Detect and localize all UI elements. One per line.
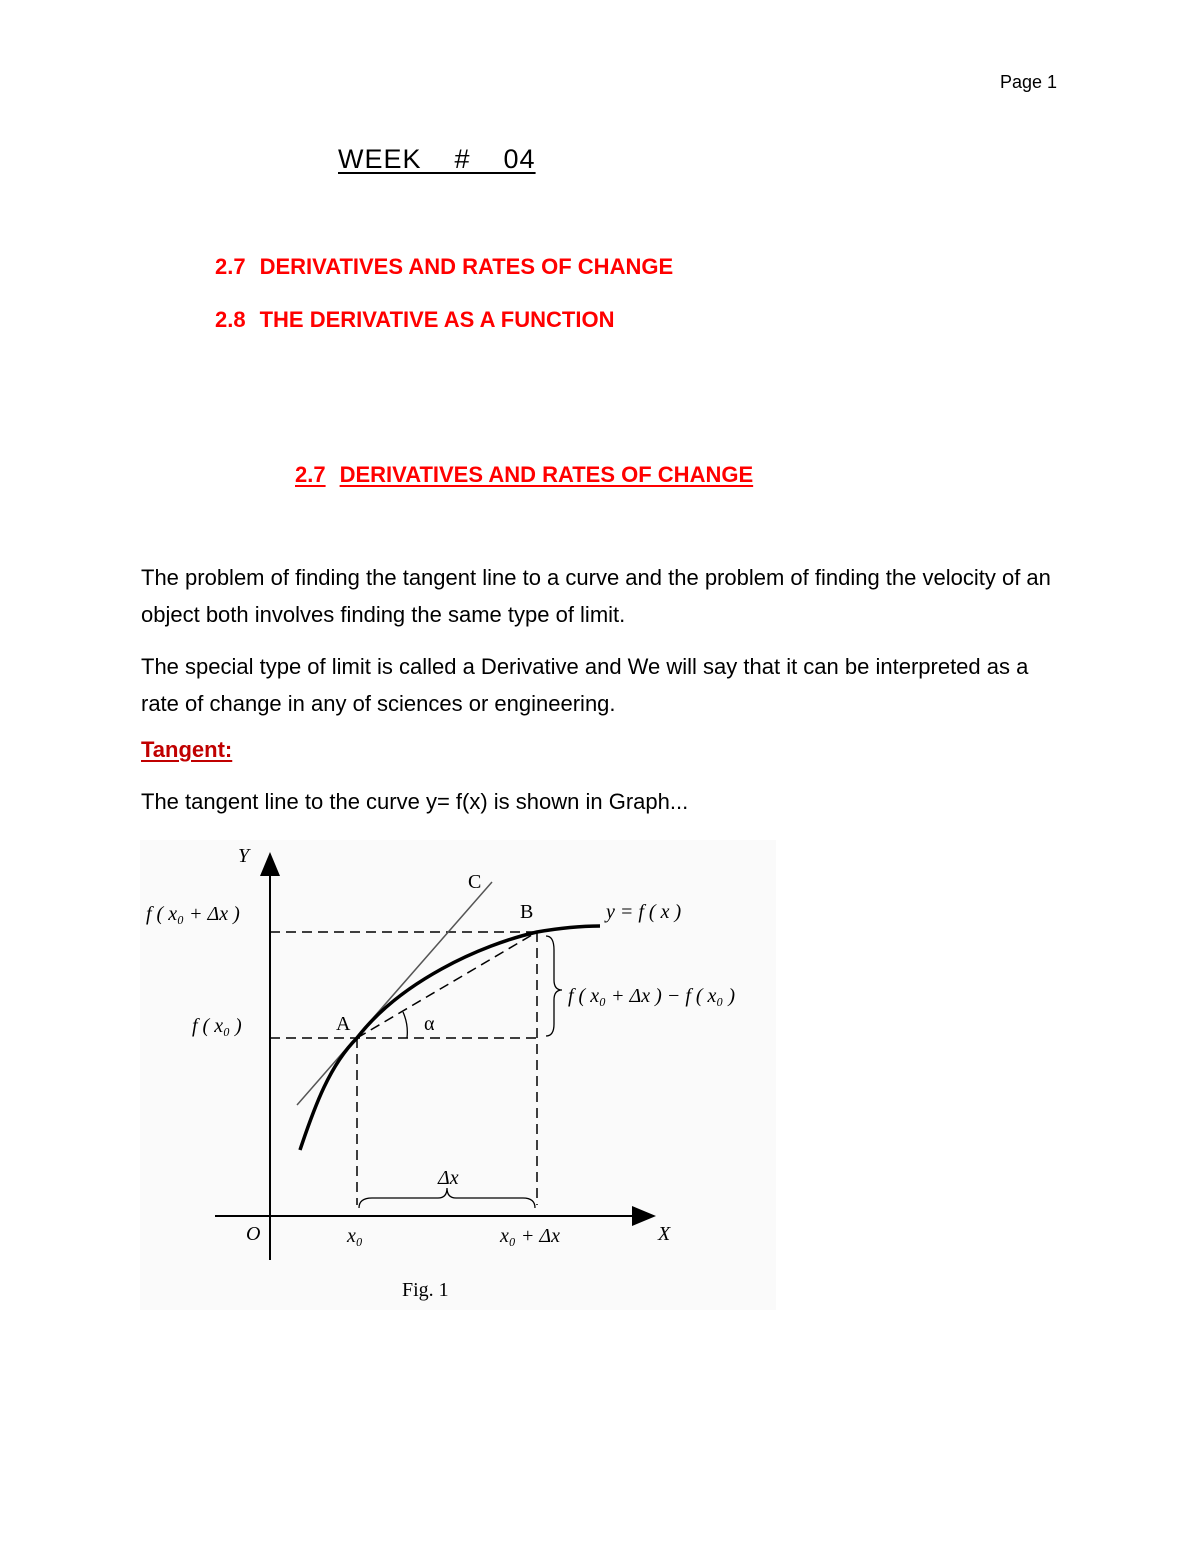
toc-item-title: THE DERIVATIVE AS A FUNCTION	[259, 307, 615, 332]
toc-item-2-8	[215, 307, 614, 333]
tangent-heading: Tangent:	[141, 737, 233, 762]
axis-y-label: Y	[238, 845, 250, 867]
angle-arc	[403, 1012, 407, 1038]
point-b-label: B	[520, 901, 534, 923]
x-tick-left: x₀	[347, 1225, 363, 1247]
dashed-guides	[270, 932, 537, 1205]
paragraph-derivative-definition: The special type of limit is called a Derivative and We will say that it can be interpreted as a rate of change in any of sciences or engineering.	[141, 654, 1029, 716]
section-number: 2.7	[295, 462, 326, 487]
toc-item-2-7	[215, 254, 673, 280]
delta-x-label: Δx	[438, 1167, 459, 1189]
origin-label: O	[246, 1223, 261, 1245]
tangent-figure	[140, 840, 776, 1310]
curve-label: y = f ( x )	[606, 901, 682, 923]
figure-caption: Fig. 1	[402, 1279, 449, 1301]
page-number: Page 1	[1000, 72, 1058, 92]
point-a-label: A	[336, 1013, 351, 1035]
tangent-intro-text: The tangent line to the curve y= f(x) is shown in Graph...	[141, 789, 689, 814]
toc-item-number: 2.8	[215, 307, 246, 332]
section-heading	[295, 462, 753, 488]
y-tick-upper: f ( x₀ + Δx )	[146, 903, 240, 925]
week-title: WEEK # 04	[338, 144, 536, 174]
x-tick-right: x₀ + Δx	[500, 1225, 560, 1247]
point-c-label: C	[468, 871, 482, 893]
delta-x-brace	[359, 1188, 535, 1208]
paragraph-tangent-velocity: The problem of finding the tangent line to a curve and the problem of finding the velocity of an object both involves finding the same type of limit.	[141, 565, 1051, 627]
axis-x-label: X	[658, 1223, 671, 1245]
tangent-diagram	[140, 840, 776, 1310]
section-title: DERIVATIVES AND RATES OF CHANGE	[339, 462, 754, 487]
difference-label: f ( x₀ + Δx ) − f ( x₀ )	[568, 985, 736, 1007]
difference-brace	[546, 936, 562, 1036]
y-tick-lower: f ( x₀ )	[192, 1015, 242, 1037]
toc-item-number: 2.7	[215, 254, 246, 279]
toc-item-title: DERIVATIVES AND RATES OF CHANGE	[259, 254, 674, 279]
angle-label: α	[424, 1013, 435, 1035]
tangent-line	[297, 882, 492, 1105]
